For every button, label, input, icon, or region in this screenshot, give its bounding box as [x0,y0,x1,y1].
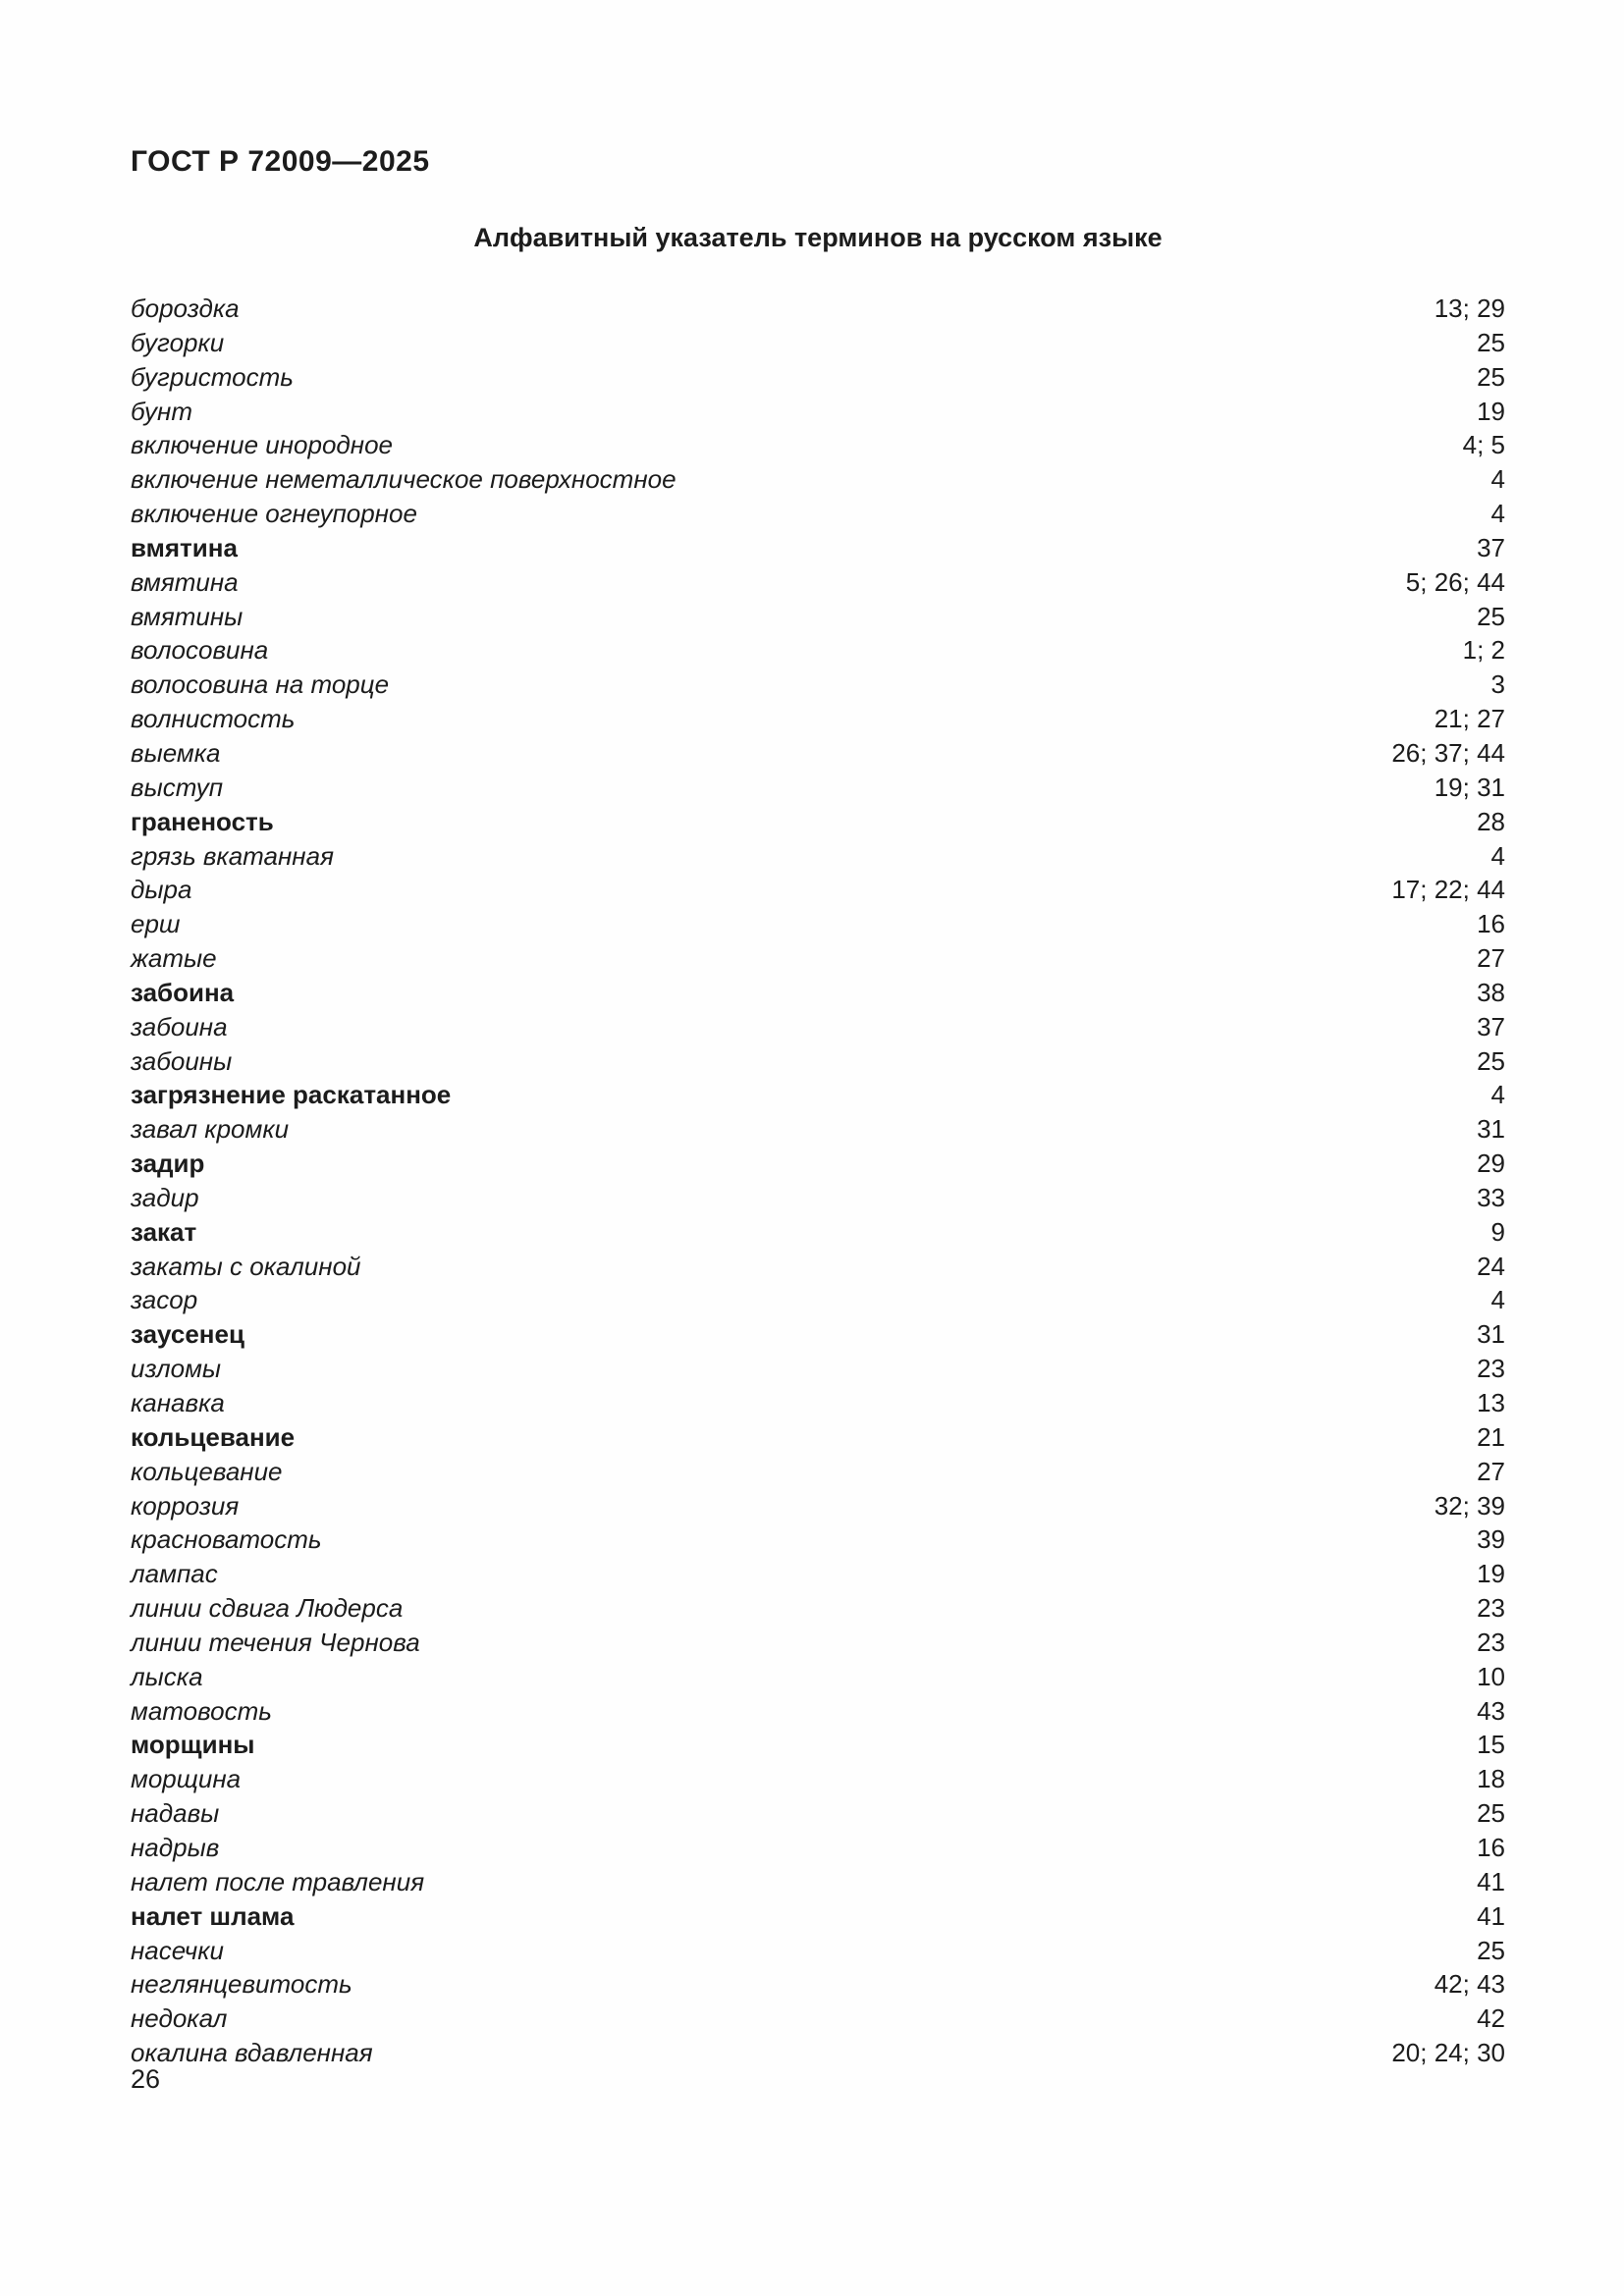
index-page-numbers: 33 [1477,1182,1505,1212]
index-page-numbers: 9 [1490,1216,1505,1247]
index-entry [131,839,1505,874]
index-term: задир [131,1148,205,1179]
index-entry [131,873,1505,907]
index-term: граненость [131,806,274,836]
index-page-numbers: 4 [1490,840,1505,871]
index-entry [131,633,1505,667]
index-term: дыра [131,875,192,905]
index-page-numbers: 31 [1477,1319,1505,1350]
index-page-numbers: 25 [1477,361,1505,392]
index-term: неглянцевитость [131,1969,352,2000]
index-page-numbers: 31 [1477,1114,1505,1145]
index-page-numbers: 28 [1477,806,1505,836]
index-page-numbers: 23 [1477,1354,1505,1384]
index-term: грязь вкатанная [131,840,334,871]
index-page-numbers: 13; 29 [1434,294,1505,323]
index-entry [131,1250,1505,1284]
index-page-numbers: 19; 31 [1434,772,1505,802]
index-entry [131,1762,1505,1796]
index-term: волосовина на торце [131,669,390,700]
index-entry [131,2036,1505,2070]
index-term: вмятины [131,601,244,631]
index-entry [131,1728,1505,1762]
index-entry [131,1044,1505,1079]
index-page-numbers: 1; 2 [1462,635,1505,666]
index-term: коррозия [131,1490,240,1521]
index-entry [131,1386,1505,1420]
index-page-numbers: 4; 5 [1462,430,1505,460]
index-page-numbers: 4 [1490,464,1505,495]
index-page-numbers: 25 [1477,1935,1505,1965]
index-page-numbers: 41 [1477,1900,1505,1931]
index-entry [131,360,1505,395]
index-entry [131,1420,1505,1455]
index-page-numbers: 37 [1477,532,1505,562]
index-entry [131,1283,1505,1317]
index-term: линии сдвига Людерса [131,1593,404,1624]
index-term: канавка [131,1388,225,1417]
index-page-numbers: 25 [1477,1045,1505,1076]
index-entry [131,497,1505,531]
index-term: матовость [131,1695,272,1726]
index-page-numbers: 16 [1477,909,1505,939]
index-term: волосовина [131,635,269,666]
index-term: загрязнение раскатанное [131,1080,452,1110]
index-entry [131,1215,1505,1250]
index-page-numbers: 24 [1477,1251,1505,1281]
index-entry [131,907,1505,941]
index-term: кольцевание [131,1421,296,1452]
index-page-numbers: 4 [1490,1285,1505,1315]
index-page-numbers: 20; 24; 30 [1391,2038,1505,2068]
index-entry [131,702,1505,736]
index-entry [131,1181,1505,1215]
index-term: забоина [131,977,235,1007]
index-entry [131,1934,1505,1968]
index-entry [131,736,1505,771]
index-term: выемка [131,737,221,768]
index-page-numbers: 4 [1490,499,1505,529]
index-term: включение огнеупорное [131,499,417,529]
index-term: включение инородное [131,430,394,460]
index-page-numbers: 27 [1477,943,1505,974]
index-entry [131,805,1505,839]
index-term: лыска [131,1661,203,1691]
index-term: лампас [131,1559,218,1589]
index-term: засор [131,1285,198,1315]
index-page-numbers: 15 [1477,1730,1505,1760]
index-page-numbers: 26; 37; 44 [1391,737,1505,768]
index-entry [131,1865,1505,1899]
index-entry [131,600,1505,634]
index-page-numbers: 37 [1477,1011,1505,1041]
index-entry [131,1557,1505,1591]
index-term: недокал [131,2003,228,2034]
index-term: изломы [131,1354,222,1384]
index-page-numbers: 21; 27 [1434,704,1505,734]
index-term: красноватость [131,1524,322,1555]
index-term: выступ [131,772,224,802]
index-page-numbers: 13 [1477,1388,1505,1417]
index-term: надавы [131,1798,220,1829]
index-entry [131,1626,1505,1660]
page-title: Алфавитный указатель терминов на русском языке [473,223,1163,252]
index-term: включение неметаллическое поверхностное [131,464,677,495]
index-page-numbers: 42 [1477,2003,1505,2034]
index-page-numbers: 17; 22; 44 [1391,875,1505,905]
index-page-numbers: 23 [1477,1627,1505,1657]
index-term: ерш [131,909,181,939]
index-term: закаты с окалиной [131,1251,361,1281]
index-page-numbers: 38 [1477,977,1505,1007]
index-entry [131,2002,1505,2036]
index-term: закат [131,1216,197,1247]
index-page-numbers: 3 [1490,669,1505,700]
index-page-numbers: 18 [1477,1764,1505,1794]
index-page-numbers: 32; 39 [1434,1490,1505,1521]
index-entry [131,395,1505,429]
index-entry [131,565,1505,600]
index-page-numbers: 19 [1477,1559,1505,1589]
index-page-numbers: 5; 26; 44 [1405,566,1505,597]
index-page-numbers: 42; 43 [1434,1969,1505,2000]
index-term: надрыв [131,1832,220,1862]
index-entry [131,771,1505,805]
index-entry [131,1796,1505,1831]
index-entry [131,1967,1505,2002]
index-entry [131,976,1505,1010]
index-term: морщина [131,1764,242,1794]
index-term: забоины [131,1045,233,1076]
index-page-numbers: 21 [1477,1421,1505,1452]
index-term: бороздка [131,294,240,323]
index-term: заусенец [131,1319,244,1350]
index-entry [131,1660,1505,1694]
index-term: вмятина [131,532,238,562]
index-list [131,292,1505,2070]
index-page-numbers: 43 [1477,1695,1505,1726]
index-page-numbers: 10 [1477,1661,1505,1691]
index-page-numbers: 27 [1477,1456,1505,1486]
index-entry [131,941,1505,976]
index-page-numbers: 4 [1490,1080,1505,1110]
index-entry [131,292,1505,326]
index-entry [131,326,1505,360]
index-entry [131,1522,1505,1557]
index-term: жатые [131,943,217,974]
index-entry [131,1831,1505,1865]
index-entry [131,1147,1505,1181]
index-page-numbers: 39 [1477,1524,1505,1555]
index-entry [131,1078,1505,1112]
index-entry [131,667,1505,702]
index-term: морщины [131,1730,255,1760]
index-page-numbers: 25 [1477,327,1505,357]
index-entry [131,1352,1505,1386]
index-entry [131,462,1505,497]
index-term: линии течения Чернова [131,1627,420,1657]
index-term: вмятина [131,566,239,597]
index-entry [131,1317,1505,1352]
index-entry [131,1694,1505,1729]
index-page-numbers: 41 [1477,1866,1505,1896]
index-term: кольцевание [131,1456,283,1486]
index-entry [131,1489,1505,1523]
index-entry [131,1591,1505,1626]
index-page-numbers: 23 [1477,1593,1505,1624]
index-term: насечки [131,1935,224,1965]
document-standard-number: ГОСТ Р 72009—2025 [131,145,430,178]
index-term: налет после травления [131,1866,425,1896]
index-term: окалина вдавленная [131,2038,373,2068]
index-page-numbers: 25 [1477,601,1505,631]
index-term: бугорки [131,327,225,357]
index-term: бунт [131,396,193,426]
index-term: налет шлама [131,1900,295,1931]
index-entry [131,428,1505,462]
footer-page-number: 26 [131,2064,161,2094]
index-page-numbers: 29 [1477,1148,1505,1179]
index-page-numbers: 25 [1477,1798,1505,1829]
index-term: волнистость [131,704,296,734]
index-term: забоина [131,1011,228,1041]
index-entry [131,1112,1505,1147]
index-entry [131,531,1505,565]
index-page-numbers: 19 [1477,396,1505,426]
index-term: завал кромки [131,1114,290,1145]
index-entry [131,1010,1505,1044]
index-page-numbers: 16 [1477,1832,1505,1862]
index-entry [131,1455,1505,1489]
index-term: бугристость [131,361,294,392]
index-term: задир [131,1182,199,1212]
index-entry [131,1899,1505,1934]
